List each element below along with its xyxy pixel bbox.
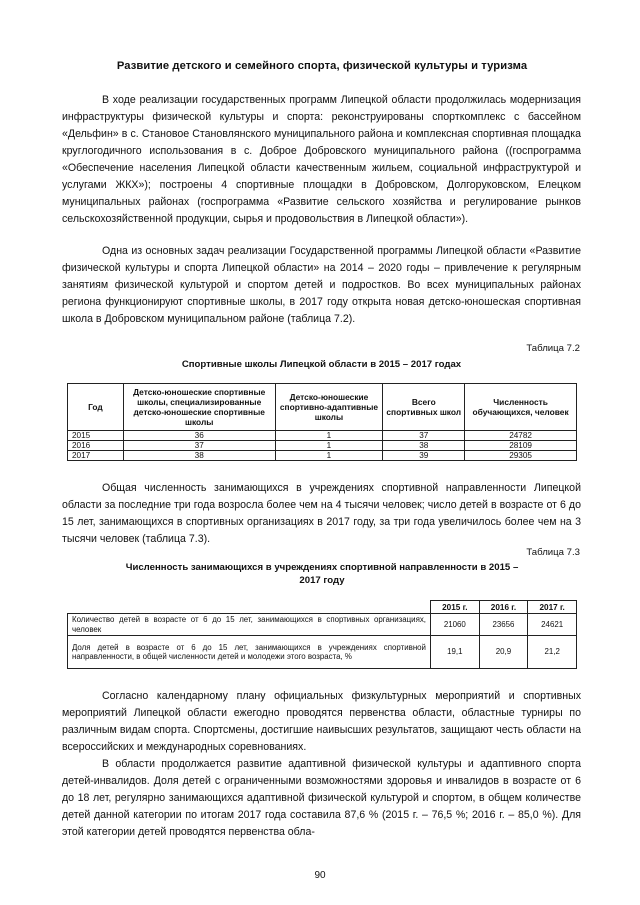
page-number: 90 <box>314 870 326 881</box>
column-header: Год <box>68 384 124 431</box>
table-cell: 37 <box>123 441 275 451</box>
column-header: Детско-юношеские спортивные школы, специализированные детско-юношеские спортивные школы <box>123 384 275 431</box>
table-header-row <box>68 601 577 614</box>
column-header: Детско-юношеские спортивно-адаптивные школы <box>275 384 383 431</box>
paragraph-sport-schools: Одна из основных задач реализации Государственной программы Липецкой области «Развитие физической культуры и спорта Липецкой области» на 2014 – 2020 годы – привлечение к регулярным занятиям физической культурой и спортом детей и подростков. Во всех муниципальных районах региона функционируют спортивные школы, в 2017 году открыта новая детско-юношеская спортивная школа в Добровском муниципальном районе (таблица 7.2). <box>62 245 581 325</box>
table-cell: 19,1 <box>430 636 479 669</box>
table-caption: Спортивные школы Липецкой области в 2015 – 2017 годах <box>181 359 462 370</box>
paragraph-adaptive-sport: В области продолжается развитие адаптивной физической культуры и адаптивного спорта детей-инвалидов. Доля детей с ограниченными возможностями здоровья и инвалидов в возрасте от 6 до 18 лет, регулярно занимающихся адаптивной физической культурой и спортом, в общем количестве детей данной категории по итогам 2017 года составила 87,6 % (2015 г. – 76,5 %; 2016 г. – 85,0 %). Для этой категории детей проводятся первенства обла- <box>62 758 581 838</box>
row-label: Доля детей в возрасте от 6 до 15 лет, занимающихся в учреждениях спортивной направленности, в общей численности детей и молодежи этого возраста, % <box>68 636 431 669</box>
table-cell: 1 <box>275 451 383 461</box>
table-number: Таблица 7.3 <box>526 547 580 558</box>
table-number: Таблица 7.2 <box>526 343 580 354</box>
table-cell: 38 <box>383 441 465 451</box>
sport-schools-table <box>67 383 577 461</box>
column-header: 2017 г. <box>528 601 577 614</box>
table-row <box>68 614 577 636</box>
table-cell: 2017 <box>68 451 124 461</box>
table-header-row <box>68 384 577 431</box>
paragraph-participants: Общая численность занимающихся в учреждениях спортивной направленности Липецкой области за последние три года возросла более чем на 4 тысячи человек; число детей в возрасте от 6 до 15 лет, занимающихся в спортивных организациях в 2017 году, за три года увеличилось более чем на 3 тысячи человек (таблица 7.3). <box>62 482 581 545</box>
column-header: Численность обучающихся, человек <box>465 384 577 431</box>
paragraph-infrastructure: В ходе реализации государственных программ Липецкой области продолжилась модернизация инфраструктуры физической культуры и спорта: реконструированы спорткомплекс с бассейном «Дельфин» в с. Становое Становлянского муниципального района и комплексная спортивная площадка круглогодичного использования в с. Доброе Добровского муниципального района ((госпрограмма «Обеспечение населения Липецкой области качественным жильем, социальной инфраструктурой и услугами ЖКХ»); построены 4 спортивные площадки в Добровском, Долгоруковском, Елецком муниципальных районах (госпрограмма «Развитие сельского хозяйства и регулирование рынков сельскохозяйственной продукции, сырья и продовольствия в Липецкой области»). <box>62 94 581 225</box>
participants-table <box>67 600 577 669</box>
table-corner-cell <box>68 601 431 614</box>
table-cell: 24621 <box>528 614 577 636</box>
table-row <box>68 441 577 451</box>
table-row <box>68 431 577 441</box>
table-cell: 1 <box>275 441 383 451</box>
table-row <box>68 636 577 669</box>
section-title: Развитие детского и семейного спорта, физической культуры и туризма <box>116 60 528 72</box>
paragraph-competitions: Согласно календарному плану официальных физкультурных мероприятий и спортивных мероприятий Липецкой области ежегодно проводятся первенства области, областные турниры по различным видам спорта. Спортсмены, достигшие наивысших результатов, защищают честь области на всероссийских и международных соревнованиях. <box>62 690 581 753</box>
table-cell: 1 <box>275 431 383 441</box>
table-caption: Численность занимающихся в учреждениях спортивной направленности в 2015 – 2017 году <box>125 562 519 586</box>
column-header: 2015 г. <box>430 601 479 614</box>
table-row <box>68 451 577 461</box>
table-cell: 21060 <box>430 614 479 636</box>
table-cell: 2016 <box>68 441 124 451</box>
table-cell: 39 <box>383 451 465 461</box>
row-label: Количество детей в возрасте от 6 до 15 лет, занимающихся в спортивных организациях, человек <box>68 614 431 636</box>
table-cell: 28109 <box>465 441 577 451</box>
table-cell: 20,9 <box>479 636 528 669</box>
table-cell: 29305 <box>465 451 577 461</box>
table-cell: 37 <box>383 431 465 441</box>
table-cell: 38 <box>123 451 275 461</box>
table-cell: 23656 <box>479 614 528 636</box>
table-cell: 21,2 <box>528 636 577 669</box>
table-cell: 24782 <box>465 431 577 441</box>
column-header: Всего спортивных школ <box>383 384 465 431</box>
column-header: 2016 г. <box>479 601 528 614</box>
table-cell: 2015 <box>68 431 124 441</box>
table-cell: 36 <box>123 431 275 441</box>
